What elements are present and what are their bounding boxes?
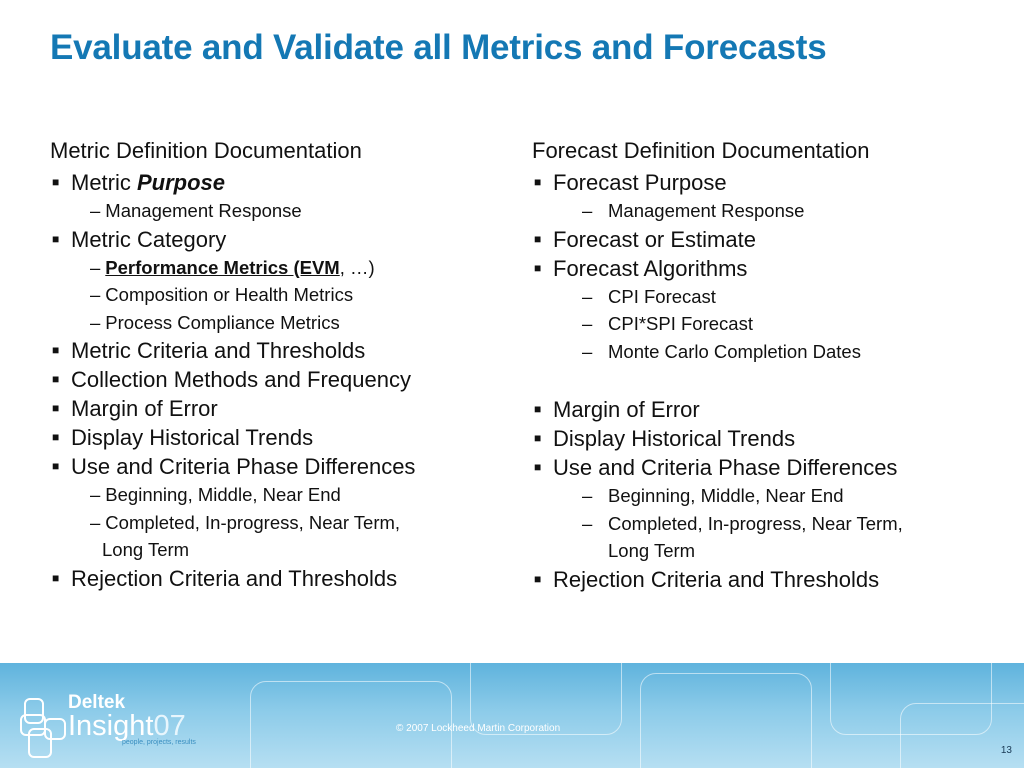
- dash-icon: –: [582, 200, 593, 221]
- decorative-frame: [900, 703, 1024, 768]
- sub-item-label: Beginning, Middle, Near End: [105, 484, 341, 505]
- metric-category-item: [50, 225, 510, 254]
- bullet-square-icon: ■: [52, 231, 60, 246]
- dash-icon: –: [582, 285, 593, 307]
- cpi-forecast-item: [532, 283, 1002, 311]
- dash-icon: –: [90, 256, 101, 278]
- item-label: Use and Criteria Phase Differences: [71, 454, 416, 479]
- copyright-notice: © 2007 Lockheed Martin Corporation: [396, 723, 561, 734]
- metric-historical-item: [50, 423, 510, 452]
- forecast-historical-item: [532, 424, 1002, 453]
- sub-item-label: Management Response: [105, 200, 302, 221]
- item-label: Margin of Error: [71, 396, 218, 421]
- metric-phase-diff-item: [50, 452, 510, 481]
- item-label: Forecast Purpose: [553, 170, 727, 195]
- item-label: Collection Methods and Frequency: [71, 367, 411, 392]
- forecast-column-heading: Forecast Definition Documentation: [532, 138, 870, 163]
- bullet-square-icon: ■: [534, 431, 542, 445]
- forecast-beginning-item: [532, 482, 1002, 510]
- sub-item-label: Beginning, Middle, Near End: [608, 485, 844, 506]
- item-label: Rejection Criteria and Thresholds: [553, 566, 880, 592]
- item-label: Metric Category: [71, 226, 227, 252]
- logo-mark-icon: [20, 696, 64, 756]
- bullet-square-icon: ■: [534, 571, 542, 586]
- item-label: Use and Criteria Phase Differences: [553, 455, 898, 480]
- bullet-square-icon: ■: [52, 343, 60, 357]
- dash-icon: –: [90, 200, 101, 221]
- monte-carlo-item: [532, 338, 1002, 366]
- forecast-margin-item: [532, 395, 1002, 424]
- dash-icon: –: [582, 485, 593, 506]
- sub-item-label: Completed, In-progress, Near Term,: [608, 512, 903, 534]
- bullet-square-icon: ■: [534, 460, 542, 474]
- item-label: Display Historical Trends: [71, 425, 314, 450]
- cpi-spi-forecast-item: [532, 310, 1002, 338]
- item-label: Forecast Algorithms: [553, 255, 748, 281]
- metric-rejection-item: [50, 564, 510, 593]
- forecast-algorithms-item: [532, 254, 1002, 283]
- bullet-square-icon: ■: [534, 231, 542, 246]
- bullet-square-icon: ■: [534, 175, 542, 189]
- forecast-rejection-item: [532, 565, 1002, 594]
- bullet-square-icon: ■: [534, 260, 542, 275]
- dash-icon: –: [582, 340, 593, 362]
- bullet-square-icon: ■: [52, 430, 60, 444]
- sub-item-label: Monte Carlo Completion Dates: [608, 340, 861, 362]
- metric-margin-item: [50, 394, 510, 423]
- item-label: Forecast or Estimate: [553, 226, 756, 252]
- forecast-phase-diff-item: [532, 453, 1002, 482]
- metric-completed-continuation: Long Term: [102, 539, 190, 560]
- forecast-purpose-item: [532, 168, 1002, 197]
- metric-beginning-item: [50, 481, 510, 509]
- bullet-square-icon: ■: [52, 401, 60, 415]
- bullet-square-icon: ■: [52, 570, 60, 585]
- bullet-square-icon: ■: [52, 372, 60, 386]
- sub-item-label: Process Compliance Metrics: [105, 311, 340, 333]
- sub-item-label: Composition or Health Metrics: [105, 284, 354, 305]
- collection-methods-item: [50, 365, 510, 394]
- decorative-frame: [640, 673, 812, 768]
- dash-icon: –: [582, 512, 593, 534]
- dash-icon: –: [90, 284, 101, 305]
- bullet-square-icon: ■: [52, 459, 60, 473]
- spacer: [532, 365, 1002, 395]
- dash-icon: –: [90, 511, 101, 533]
- forecast-or-estimate-item: [532, 225, 1002, 254]
- dash-icon: –: [582, 313, 593, 334]
- sub-item-label: CPI*SPI Forecast: [608, 313, 753, 334]
- metric-management-response-item: [50, 197, 510, 225]
- item-label: Rejection Criteria and Thresholds: [71, 565, 398, 591]
- bullet-square-icon: ■: [534, 402, 542, 416]
- metric-criteria-item: [50, 336, 510, 365]
- item-label: Margin of Error: [553, 397, 700, 422]
- slide-title: Evaluate and Validate all Metrics and Forecasts: [50, 28, 827, 67]
- composition-metrics-item: [50, 281, 510, 309]
- forecast-completed-item: [532, 510, 1002, 538]
- performance-metrics-suffix: , …): [339, 256, 375, 278]
- metric-column-heading: Metric Definition Documentation: [50, 138, 362, 163]
- logo-year: 07: [153, 710, 186, 742]
- item-label: Metric Criteria and Thresholds: [71, 338, 366, 363]
- metric-definition-column: [50, 137, 510, 593]
- performance-metrics-item: [50, 254, 510, 282]
- logo-product-name: Insight: [68, 710, 154, 742]
- item-label: Display Historical Trends: [553, 426, 796, 451]
- page-number: 13: [1000, 745, 1012, 756]
- forecast-definition-column: [532, 137, 1002, 594]
- metric-purpose-prefix: Metric: [71, 170, 137, 195]
- process-compliance-item: [50, 309, 510, 337]
- metric-completed-item: [50, 509, 510, 537]
- dash-icon: –: [90, 311, 101, 333]
- bullet-square-icon: ■: [52, 175, 60, 189]
- performance-metrics-link[interactable]: Performance Metrics (EVM: [105, 256, 340, 278]
- sub-item-label: Completed, In-progress, Near Term,: [105, 511, 401, 533]
- sub-item-label: Management Response: [608, 200, 805, 221]
- metric-purpose-item: [50, 168, 510, 197]
- forecast-completed-continuation: Long Term: [608, 540, 696, 561]
- metric-purpose-emphasis: Purpose: [137, 170, 226, 195]
- logo-brand: Deltek: [68, 692, 126, 713]
- forecast-management-response-item: [532, 197, 1002, 225]
- dash-icon: –: [90, 484, 101, 505]
- sub-item-label: CPI Forecast: [608, 285, 716, 307]
- logo-tagline: people, projects, results: [122, 739, 196, 746]
- deltek-insight-logo: [18, 692, 218, 762]
